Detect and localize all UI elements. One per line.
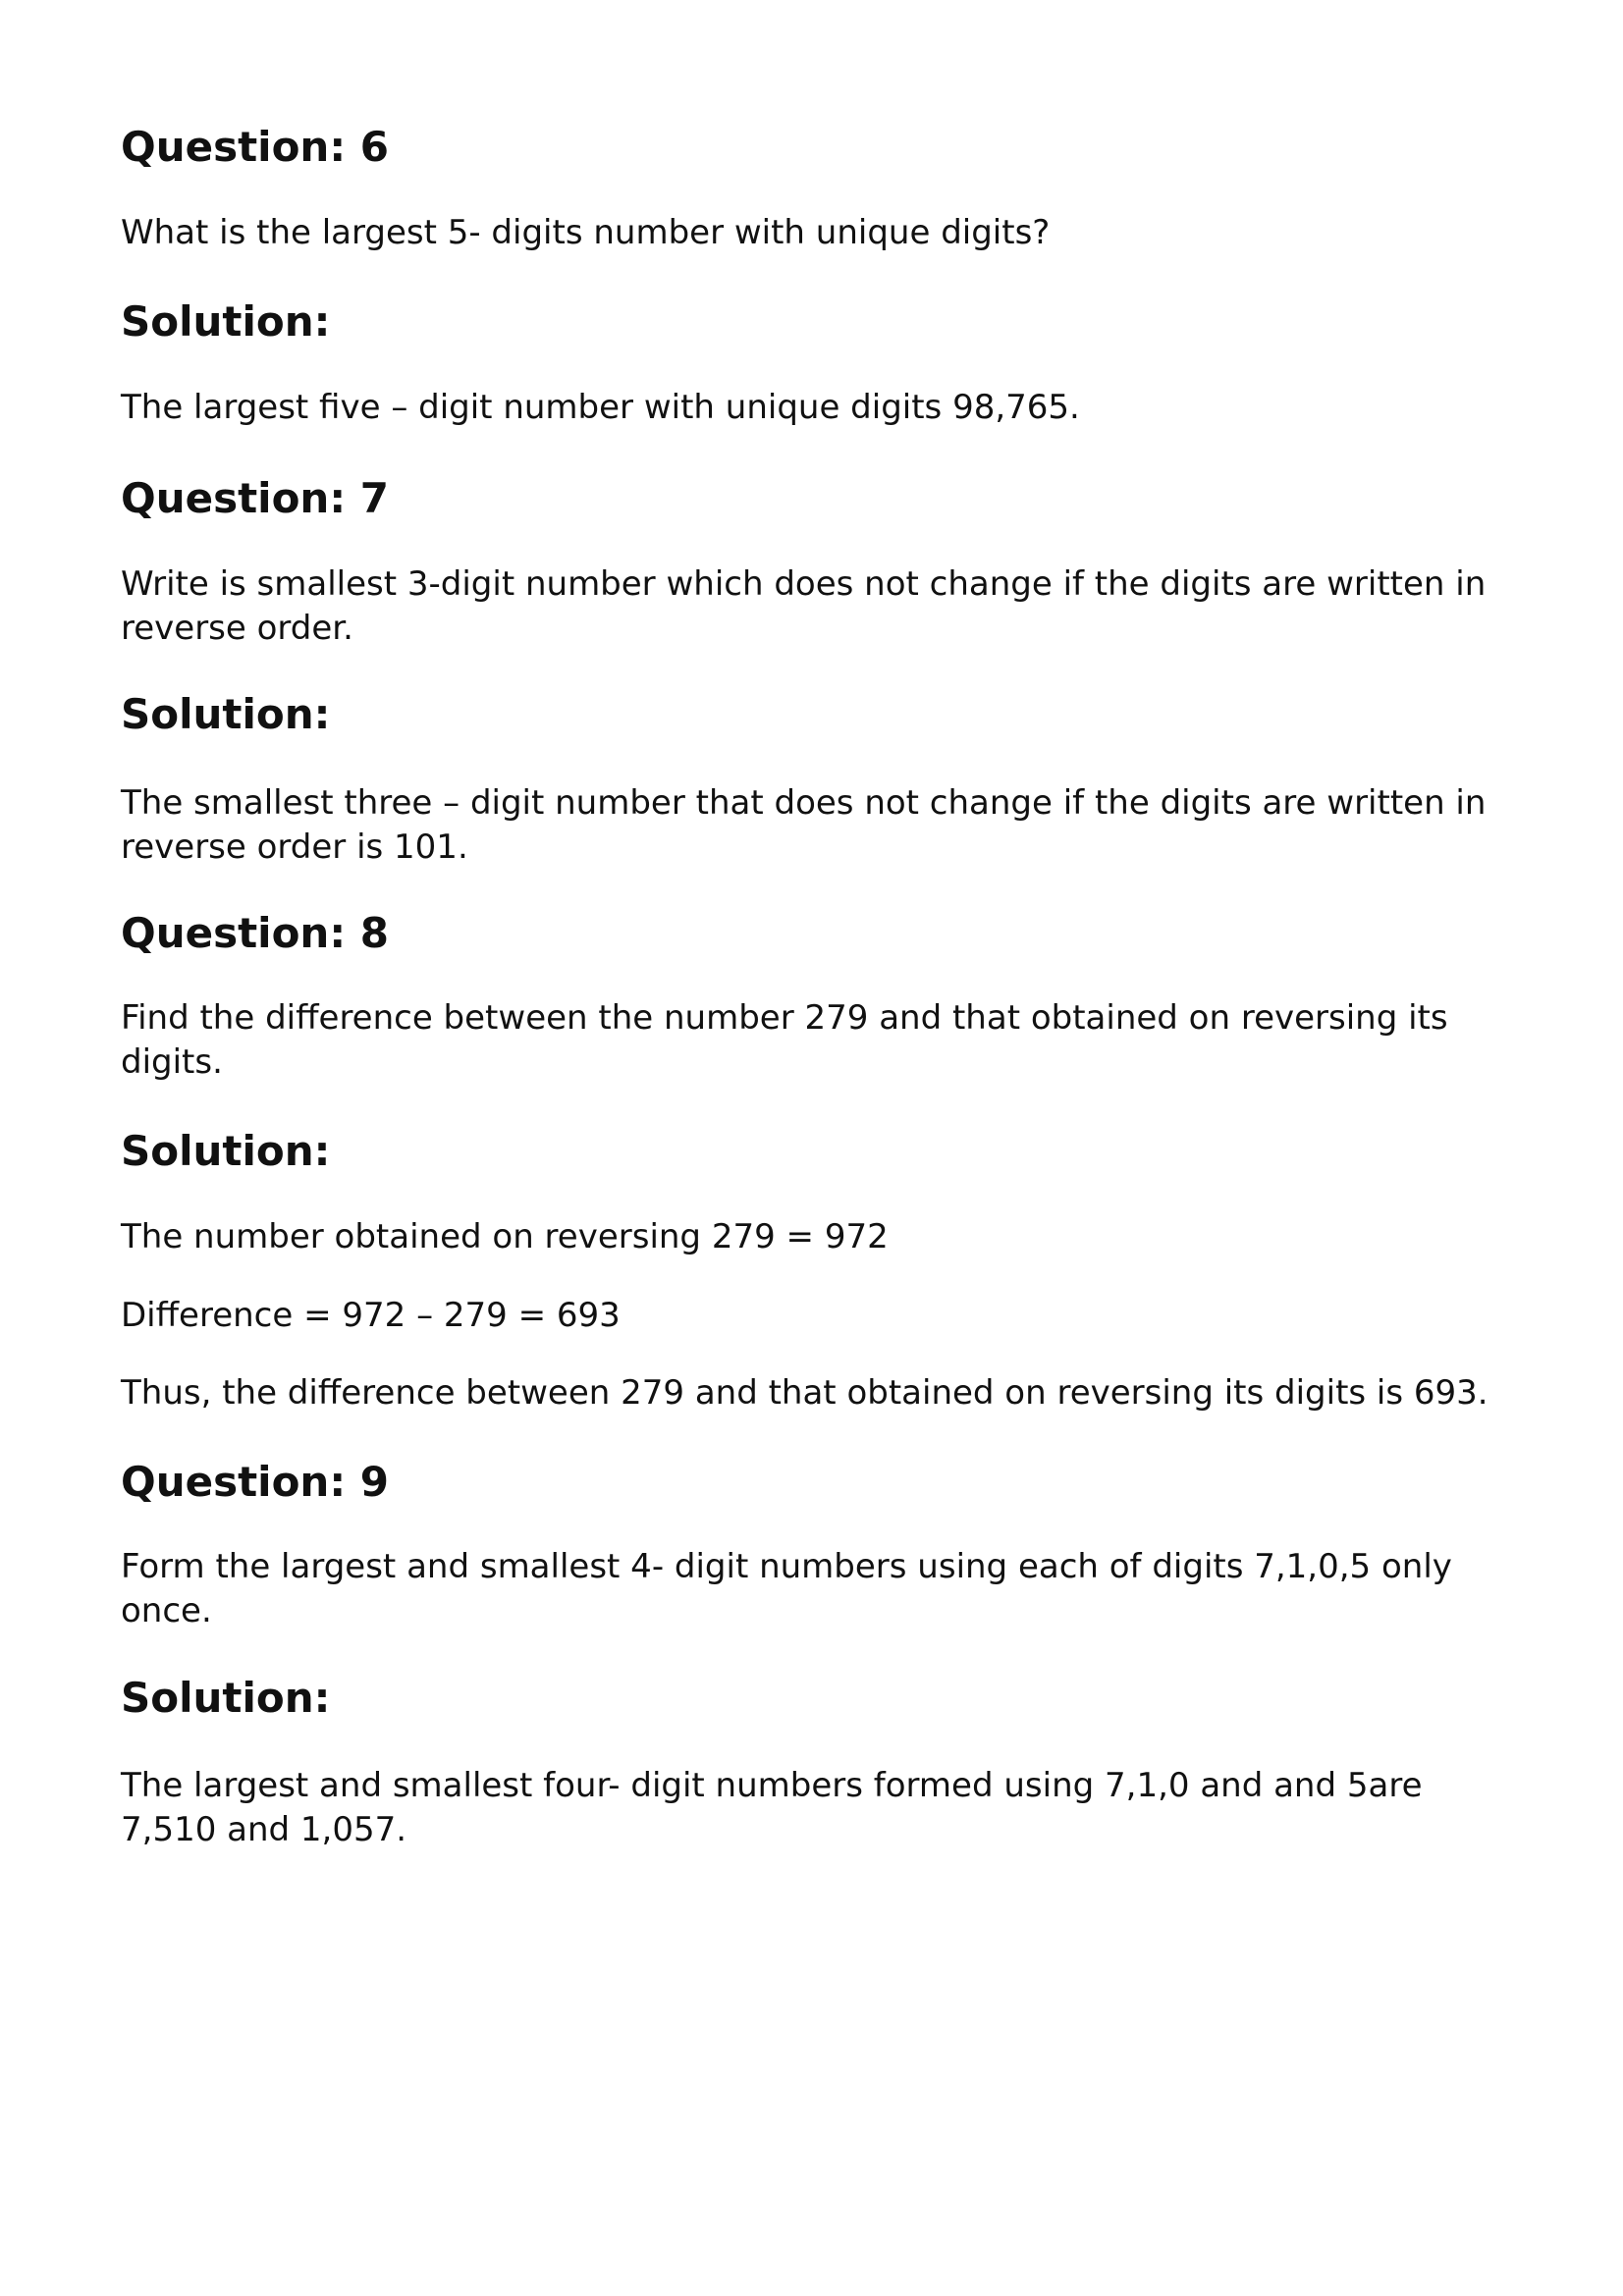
question-6-text bbox=[121, 211, 1535, 255]
solution-7-heading bbox=[121, 689, 1535, 740]
solution-label: Solution: bbox=[121, 1127, 331, 1175]
question-9-text bbox=[121, 1545, 1515, 1633]
solution-9-heading bbox=[121, 1673, 1535, 1724]
question-6-heading bbox=[121, 122, 1535, 173]
solution-8-line-3 bbox=[121, 1371, 1554, 1415]
solution-8-line-2 bbox=[121, 1294, 1535, 1338]
question-label: Question: 9 bbox=[121, 1458, 389, 1506]
question-label: Question: 6 bbox=[121, 123, 389, 171]
question-text: What is the largest 5- digits number with unique digits? bbox=[121, 213, 1051, 252]
solution-6-line-1 bbox=[121, 386, 1535, 430]
question-8-heading bbox=[121, 908, 1535, 959]
solution-text: The largest five – digit number with unique digits 98,765. bbox=[121, 388, 1080, 427]
solution-text: Difference = 972 – 279 = 693 bbox=[121, 1296, 621, 1335]
solution-text: The largest and smallest four- digit numbers formed using 7,1,0 and and 5are 7,510 and 1,057. bbox=[121, 1766, 1423, 1849]
question-9-heading bbox=[121, 1457, 1535, 1508]
question-label: Question: 7 bbox=[121, 474, 389, 522]
question-7-text bbox=[121, 562, 1535, 651]
solution-9-line-1 bbox=[121, 1764, 1495, 1852]
solution-8-line-1 bbox=[121, 1215, 1535, 1259]
solution-text: The smallest three – digit number that does not change if the digits are written in reverse order is 101. bbox=[121, 783, 1487, 867]
solution-6-heading bbox=[121, 296, 1535, 347]
question-label: Question: 8 bbox=[121, 909, 389, 957]
question-8-text bbox=[121, 996, 1505, 1085]
question-text: Form the largest and smallest 4- digit numbers using each of digits 7,1,0,5 only once. bbox=[121, 1547, 1452, 1630]
solution-label: Solution: bbox=[121, 1674, 331, 1722]
solution-label: Solution: bbox=[121, 690, 331, 738]
solution-label: Solution: bbox=[121, 297, 331, 346]
question-text: Find the difference between the number 279 and that obtained on reversing its digits. bbox=[121, 998, 1448, 1082]
solution-7-line-1 bbox=[121, 781, 1505, 870]
solution-text: The number obtained on reversing 279 = 972 bbox=[121, 1217, 889, 1256]
solution-text: Thus, the difference between 279 and that obtained on reversing its digits is 693. bbox=[121, 1373, 1488, 1413]
solution-8-heading bbox=[121, 1126, 1535, 1177]
question-7-heading bbox=[121, 473, 1535, 524]
question-text: Write is smallest 3-digit number which does not change if the digits are written in reverse order. bbox=[121, 564, 1487, 648]
